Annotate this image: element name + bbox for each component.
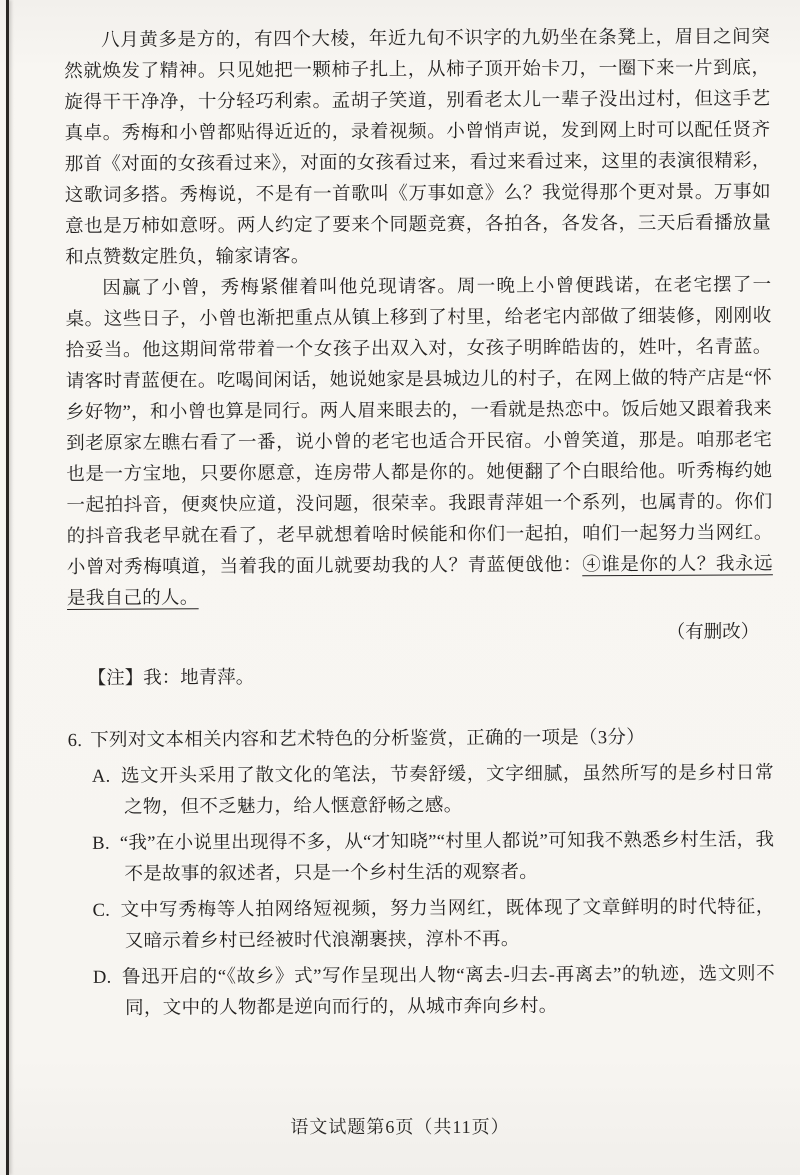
scan-edge-line (6, 0, 9, 1175)
option-b-label: B. (92, 833, 110, 854)
option-c-text: 文中写秀梅等人拍网络短视频，努力当网红，既体现了文章鲜明的时代特征，又暗示着乡村已经被时代浪潮裹挟，淳朴不再。 (120, 897, 775, 952)
question-number: 6. (67, 730, 83, 751)
option-a-label: A. (91, 766, 111, 787)
page-footer: 语文试题第6页（共11页） (290, 1117, 510, 1137)
question-stem-text: 下列对文本相关内容和艺术特色的分析鉴赏，正确的一项是（3分） (90, 727, 646, 751)
option-c (93, 892, 775, 958)
attribution-note: （有删改） (666, 622, 760, 643)
paragraph-2-text: 因赢了小曾，秀梅紧催着叫他兑现请客。周一晚上小曾便践诺，在老宅摆了一桌。这些日子，小曾也渐把重点从镇上移到了村里，给老宅内部做了细装修，刚刚收拾妥当。他这期间常带着一个女孩子出双入对，女孩子明眸皓齿的，姓叶，名青蓝。请客时青蓝便在。吃喝间闲话，她说她家是县城边儿的村子，在网上做的特产店是“怀乡好物”，和小曾也算是同行。两人眉来眼去的，一看就是热恋中。饭后她又跟着我来到老原家左瞧右看了一番，说小曾的老宅也适合开民宿。小曾笑道，那是。咱那老宅也是一方宝地，只要你愿意，连房带人都是你的。她便翻了个白眼给他。听秀梅约她一起拍抖音，便爽快应道，没问题，很荣幸。我跟青萍姐一个系列，也属青的。你们的抖音我老早就在看了，老早就想着啥时候能和你们一起拍，咱们一起努力当网红。小曾对秀梅嗔道，当着我的面儿就要劫我的人？青蓝便戗他： (65, 275, 773, 578)
option-c-label: C. (92, 900, 111, 921)
option-d-text: 鲁迅开启的“《故乡》式”写作呈现出人物“离去-归去-再离去”的轨迹，选文则不同，文中的人物都是逆向而行的，从城市奔向乡村。 (121, 964, 776, 1019)
option-d-label: D. (92, 967, 112, 988)
option-a (92, 758, 774, 824)
page-content (64, 22, 775, 1025)
footnote: 【注】我：地青萍。 (87, 668, 255, 689)
option-d (93, 959, 775, 1025)
question-stem (68, 721, 774, 757)
question-6 (68, 721, 776, 1025)
option-a-text: 选文开头采用了散文化的笔法，节奏舒缓，文字细腻，虽然所写的是乡村日常之物，但不乏魅力，给人惬意舒畅之感。 (120, 763, 774, 818)
passage-paragraph-1: 八月黄多是方的，有四个大棱，年近九旬不识字的九奶坐在条凳上，眉目之间突然就焕发了精神。只见她把一颗柿子扎上，从柿子顶开始卡刀，一圈下来一片到底，旋得干干净净，十分轻巧利索。孟胡子笑道，别看老太儿一辈子没出过村，但这手艺真卓。秀梅和小曾都贴得近近的，录着视频。小曾悄声说，发到网上时可以配任贤齐那首《对面的女孩看过来》，对面的女孩看过来，看过来看过来，这里的表演很精彩，这歌词多搭。秀梅说，不是有一首歌叫《万事如意》么？我觉得那个更对景。万事如意也是万柿如意呀。两人约定了要来个同题竞赛，各拍各，各发各，三天后看播放量和点赞数定胜负，输家请客。 (64, 27, 772, 268)
option-b-text: “我”在小说里出现得不多，从“才知晓”“村里人都说”可知我不熟悉乡村生活，我不是故事的叙述者，只是一个乡村生活的观察者。 (119, 830, 775, 885)
underlined-sentence: ④谁是你的人？我永远是我自己的人。 (66, 554, 773, 609)
option-b (92, 825, 774, 891)
passage-paragraph-2 (65, 270, 773, 615)
